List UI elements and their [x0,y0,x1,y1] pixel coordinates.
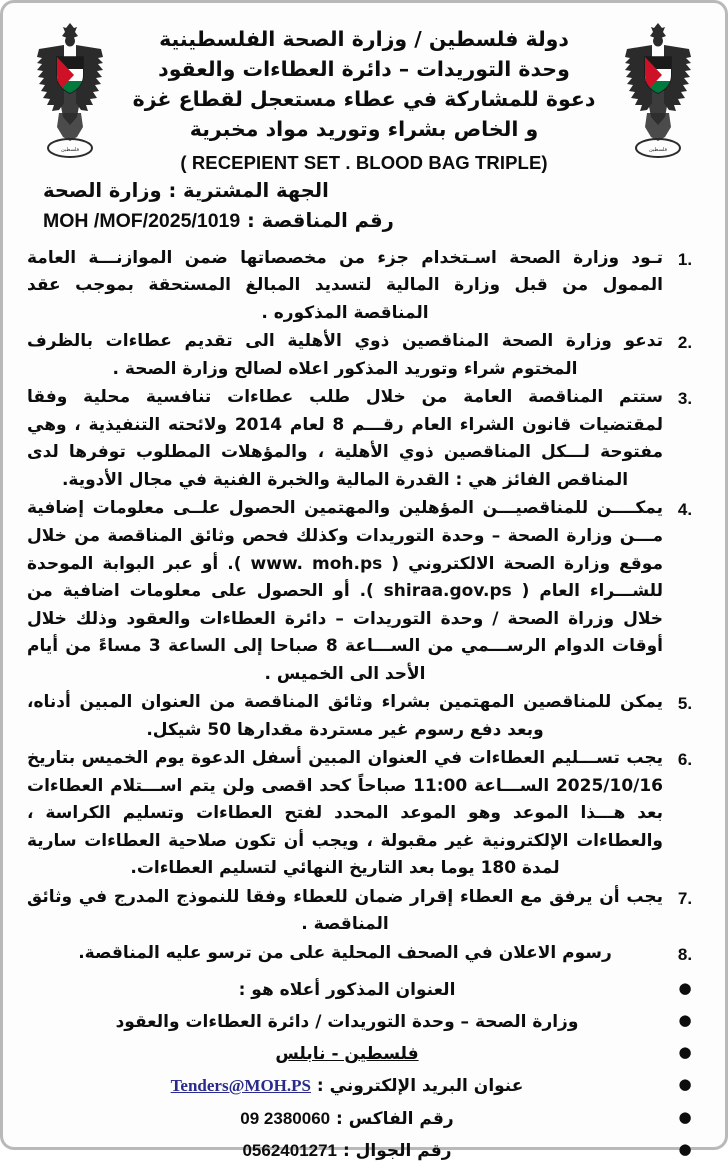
header-line-english: ( RECEPIENT SET . BLOOD BAG TRIPLE) [111,149,617,177]
bullet-icon: ● [663,1071,707,1098]
purchaser-row [43,176,711,206]
purchaser-label: الجهة المشترية : [168,179,328,202]
purchaser-value: وزارة الصحة [43,179,162,202]
clause-item [21,495,707,688]
clause-number: 2. [663,328,707,357]
bullet-icon: ● [663,1136,707,1163]
clause-number: 3. [663,384,707,413]
contact-email-row [21,1071,663,1101]
contact-fax-row [21,1104,663,1134]
clause-item [21,745,707,883]
contact-city-text: فلسطين - نابلس [21,1039,663,1069]
header-title-block [107,17,621,176]
contact-item-address-intro [21,975,707,1005]
fax-label: رقم الفاكس : [336,1109,454,1129]
svg-text:فلسطين: فلسطين [649,147,668,153]
contact-item-email [21,1071,707,1101]
coat-of-arms-icon-right [33,17,107,167]
contact-item-city [21,1039,707,1069]
header-line-2: وحدة التوريدات – دائرة العطاءات والعقود [111,55,617,85]
clause-number: 4. [663,495,707,524]
contact-mobile-row [21,1136,663,1166]
contact-item-fax [21,1104,707,1134]
clause-number: 7. [663,884,707,913]
contact-text: العنوان المذكور أعلاه هو : [21,975,663,1005]
tender-number-row [43,206,711,237]
clause-text: ستتم المناقصة العامة من خلال طلب عطاءات تنافسية محلية وفقا لمقتضيات قانون الشراء العام رقـــم 8 لعام 2014 ولائحته التنفيذية ، وهي مفتوحة لـــكل المناقصين ذوي الأهلية ، والمؤهلات المطلوب توفرها لدى المناقص الفائز هي : القدرة المالية والخبرة الفنية في مجال الأدوية. [21,384,663,494]
clause-text: يمكن للمناقصين المهتمين بشراء وثائق المناقصة من العنوان المبين أدناه، وبعد دفع رسوم غير مستردة مقدارها 50 شيكل. [21,689,663,744]
bullet-icon: ● [663,1104,707,1131]
clause-text: يمكــــن للمناقصيـــن المؤهلين والمهتمين الحصول علــى معلومات إضافية مـــن وزارة الصحة – وحدة التوريدات وكذلك فحص وثائق المناقصة من خلال موقع وزارة الصحة الالكتروني ( www. moh.ps ). أو عبر البوابة الموحدة للشـــراء العام ( shiraa.gov.ps ). أو الحصول على معلومات اضافية من خلال وزراة الصحة / وحدة التوريدات – دائرة العطاءات والعقود وذلك خلال أوقات الدوام الرســـمي من الســـاعة 8 صباحا إلى الساعة 3 مساءً من أيام الأحد الى الخميس . [21,495,663,688]
tender-meta-block [17,174,711,236]
clause-item [21,940,707,969]
header-line-1: دولة فلسطين / وزارة الصحة الفلسطينية [111,25,617,55]
clause-number: 6. [663,745,707,774]
header-line-3: دعوة للمشاركة في عطاء مستعجل لقطاع غزة [111,85,617,115]
contact-item-department [21,1007,707,1037]
clause-text: رسوم الاعلان في الصحف المحلية على من ترسو عليه المناقصة. [21,940,663,968]
fax-number: 09 2380060 [240,1109,330,1128]
clause-number: 5. [663,689,707,718]
clause-item [21,884,707,939]
document-header [17,13,711,176]
clause-list [21,245,707,969]
clause-item [21,689,707,744]
header-line-4: و الخاص بشراء وتوريد مواد مخبرية [111,115,617,145]
mobile-number: 0562401271 [242,1141,337,1160]
email-link[interactable]: Tenders@MOH.PS [171,1076,311,1095]
clause-text: تدعو وزارة الصحة المناقصين ذوي الأهلية الى تقديم عطاءات بالظرف المختوم شراء وتوريد المذكور اعلاه لصالح وزارة الصحة . [21,328,663,383]
clause-number: 8. [663,940,707,969]
clause-item [21,384,707,494]
email-label: عنوان البريد الإلكتروني : [317,1076,523,1096]
contact-list [21,975,707,1166]
mobile-label: رقم الجوال : [343,1141,452,1161]
tender-number-value: MOH /MOF/2025/1019 [43,210,240,232]
svg-text:فلسطين: فلسطين [61,147,80,153]
clause-number: 1. [663,245,707,274]
bullet-icon: ● [663,1039,707,1066]
bullet-icon: ● [663,1007,707,1034]
clause-item [21,328,707,383]
clause-item [21,245,707,328]
tender-number-label: رقم المناقصة : [247,209,394,232]
bullet-icon: ● [663,975,707,1002]
contact-text: وزارة الصحة – وحدة التوريدات / دائرة العطاءات والعقود [21,1007,663,1037]
clause-text: يجب أن يرفق مع العطاء إقرار ضمان للعطاء وفقا للنموذج المدرج في وثائق المناقصة . [21,884,663,939]
coat-of-arms-icon-left [621,17,695,167]
clause-text: يجب تســـليم العطاءات في العنوان المبين أسفل الدعوة يوم الخميس بتاريخ 2025/10/16 الســـاعة 11:00 صباحاً كحد اقصى ولن يتم اســـتلام العطاءات بعد هـــذا الموعد وهو الموعد المحدد لفتح العطاءات وتسليم الكراسة ، والعطاءات الإلكترونية غير مقبولة ، ويجب أن تكون صلاحية العطاءات سارية لمدة 180 يوما بعد التاريخ النهائي لتسليم العطاءات. [21,745,663,883]
clause-text: تـود وزارة الصحة اسـتخدام جزء من مخصصاتها ضمن الموازنـــة العامة الممول من قبل وزارة المالية لتسديد المبالغ المستحقة بموجب عقد المناقصة المذكوره . [21,245,663,328]
contact-item-mobile [21,1136,707,1166]
